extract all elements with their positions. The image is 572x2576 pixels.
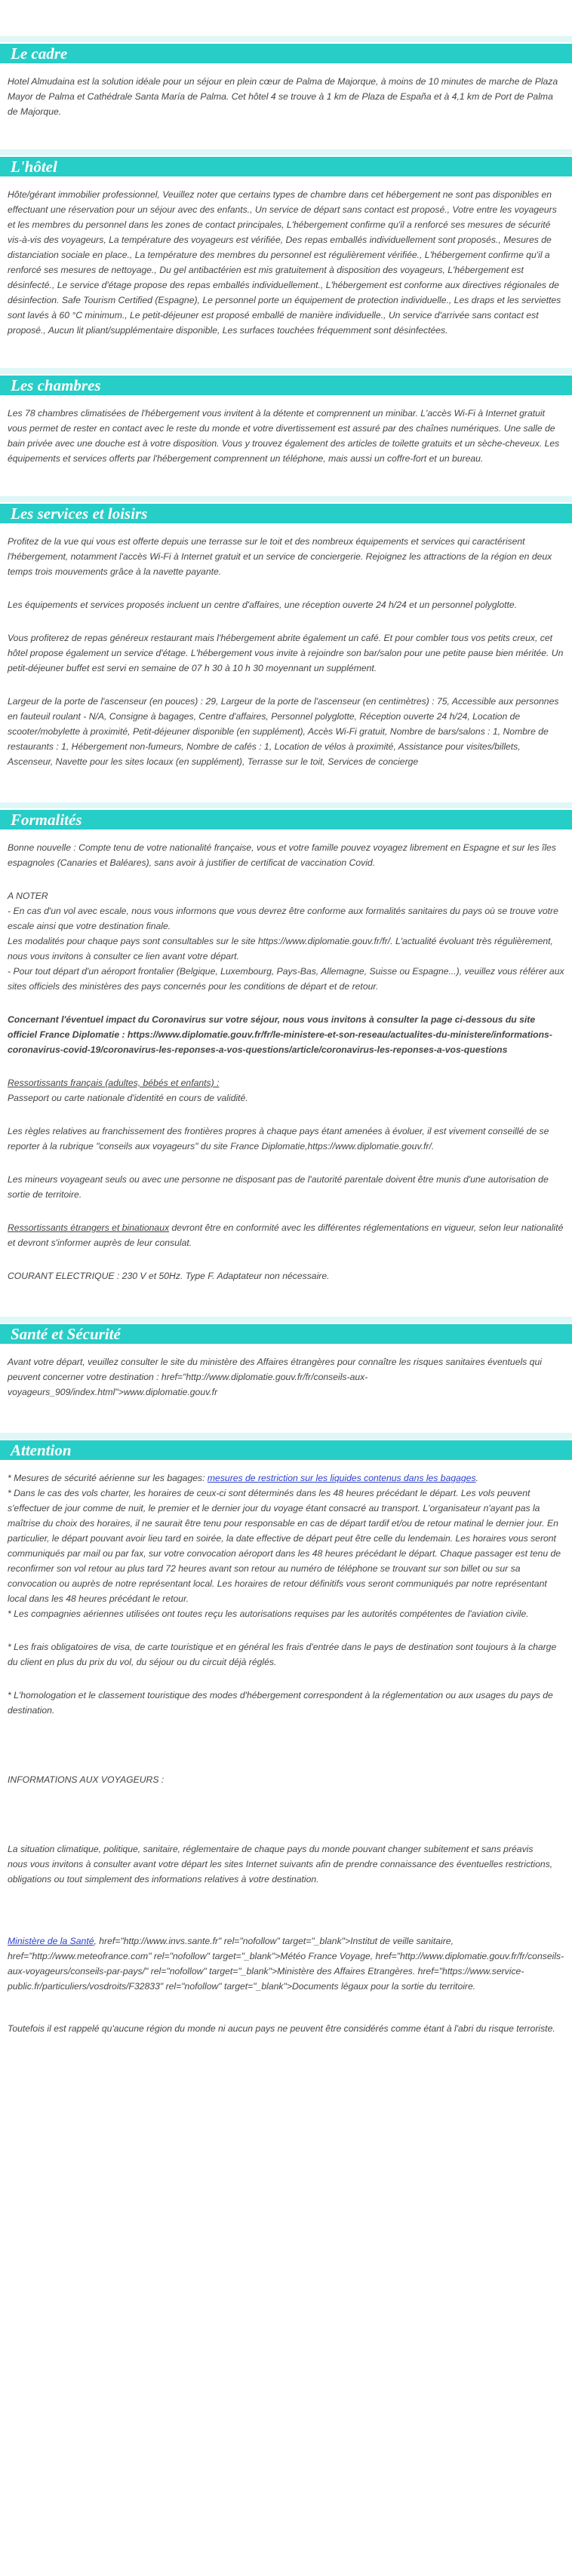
- section-banner-chambres: [0, 368, 572, 395]
- chambres-text: Les 78 chambres climatisées de l'hébergement vous invitent à la détente et comprennent un minibar. L'accès Wi-Fi à Internet gratuit vous permet de rester en contact avec le reste du monde et votre divertissement est assuré par des chaînes numériques. Une salle de bain privée avec une douche est à votre disposition. Vous y trouvez également des articles de toilette gratuits et un sèche-cheveux. Les équipements et services offerts par l'hébergement comprennent un téléphone, mais aussi un coffre-fort et un bureau.: [8, 408, 560, 464]
- section-hotel: [0, 149, 572, 338]
- banner-stripe: [0, 496, 572, 502]
- hotel-text: Hôte/gérant immobilier professionnel, Veuillez noter que certains types de chambre dans cet hébergement ne sont pas disponibles en effectuant une réservation pour un séjour avec des enfants., Un service de départ sans contact est proposé., Votre entre les voyageurs et les membres du personnel dans les zones de contact principales, L'hébergement confirme qu'il a renforcé ses mesures de sécurité vis-à-vis des voyageurs, La température des voyageurs est vérifiée, Des repas emballés individuellement sont proposés., Mesures de distanciation sociale en place., La température des membres du personnel est régulièrement vérifiée., L'hébergement confirme qu'il a renforcé ses mesures de nettoyage., Du gel antibactérien est mis gratuitement à disposition des voyageurs, L'hébergement est désinfecté., Le service d'étage propose des repas emballés individuellement., L'hébergement est conforme aux directives régionales de désinfection. Safe Tourism Certified (Espagne), Le personnel porte un équipement de protection individuelle., Les draps et les serviettes sont lavés à 60 °C minimum., Le petit-déjeuner est proposé emballé de manière individuelle., Un service d'arrivée sans contact est proposé., Aucun lit pliant/supplémentaire disponible, Les surfaces touchées fréquemment sont désinfectées.: [8, 189, 561, 336]
- attention-compagnies: * Les compagnies aériennes utilisées ont toutes reçu les autorisations requises par les autorités compétentes de l'aviation civile.: [8, 1608, 529, 1619]
- info-line-2: nous vous invitons à consulter avant votre départ les sites Internet suivants afin de prendre connaissance des éventuelles restrictions, obligations ou tout simplement des informations relatives à votre destination.: [8, 1859, 553, 1884]
- section-banner-formalites: [0, 802, 572, 830]
- section-sante: [0, 1317, 572, 1400]
- note-line-2: Les modalités pour chaque pays sont consultables sur le site https://www.diplomatie.gouv.fr/fr/. L'actualité évoluant très régulièrement, nous vous invitons à consulter ce lien avant votre départ.: [8, 936, 553, 961]
- terrorism-notice: Toutefois il est rappelé qu'aucune région du monde ni aucun pays ne peuvent être considérés comme étant à l'abri du risque terroriste.: [8, 2023, 555, 2034]
- page: [0, 36, 572, 2036]
- banner-bg: [0, 157, 572, 176]
- section-title-attention: Attention: [11, 1441, 72, 1459]
- liquids-restriction-link[interactable]: mesures de restriction sur les liquides contenus dans les bagages: [207, 1473, 476, 1483]
- banner-stripe: [0, 802, 572, 808]
- banner-bg: [0, 1440, 572, 1460]
- info-voyageurs-title: INFORMATIONS AUX VOYAGEURS :: [8, 1774, 165, 1785]
- section-attention: [0, 1433, 572, 2036]
- section-title-chambres: Les chambres: [11, 376, 101, 394]
- services-paragraph-3: Vous profiterez de repas généreux restaurant mais l'hébergement abrite également un café. Et pour combler tous vos petits creux, cet hôtel propose également un service d'étage. L'hébergement vous invite à rejoindre son bar/salon pour une petite pause bien méritée. Un petit-déjeuner buffet est servi en semaine de 07 h 30 à 10 h 30 moyennant un supplément.: [8, 633, 564, 673]
- services-paragraph-2: Les équipements et services proposés incluent un centre d'affaires, une réception ouverte 24 h/24 et un personnel polyglotte.: [8, 600, 518, 610]
- attention-homologation: * L'homologation et le classement touristique des modes d'hébergement correspondent à la réglementation ou aux usages du pays de destination.: [8, 1690, 553, 1716]
- banner-stripe: [0, 1317, 572, 1323]
- section-title-cadre: Le cadre: [11, 44, 68, 63]
- section-services: [0, 496, 572, 769]
- etrangers-text: devront être en conformité avec les différentes réglementations en vigueur, selon leur nationalité et devront s'informer auprès de leur consulat.: [8, 1222, 564, 1248]
- section-banner-hotel: [0, 149, 572, 176]
- frontieres-text: Les règles relatives au franchissement des frontières propres à chaque pays étant amenées à évoluer, il est vivement conseillé de se reporter à la rubrique "conseils aux voyageurs" du site France Diplomatie,https://www.diplomatie.gouv.fr/.: [8, 1126, 549, 1152]
- ressortissants-title: Ressortissants français (adultes, bébés et enfants) :: [8, 1078, 220, 1088]
- attention-charter: * Dans le cas des vols charter, les horaires de ceux-ci sont déterminés dans les 48 heures précédant le départ. Les vols peuvent s'effectuer de jour comme de nuit, le premier et le dernier jour du voyage étant consacré au transport. L'organisateur n'ayant pas la maîtrise du choix des horaires, il ne saurait être tenu pour responsable en cas de départ tardif et/ou de retour matinal le dernier jour. En particulier, le départ pouvant avoir lieu tard en soirée, la date effective de départ peut être celle du lendemain. Les horaires vous seront communiqués par mail ou par fax, sur votre convocation aéroport dans les 48 heures précédant le départ. Chaque passager est tenu de reconfirmer son vol retour au plus tard 72 heures avant son retour au numéro de téléphone se trouvant sur son billet ou sur sa convocation ou auprès de notre représentant local. Les horaires de retour définitifs vous seront communiqués par notre représentant local dans les 48 heures précédant le retour.: [8, 1488, 561, 1604]
- ressortissants-text: Passeport ou carte nationale d'identité en cours de validité.: [8, 1093, 248, 1103]
- courant-electrique: COURANT ELECTRIQUE : 230 V et 50Hz. Type F. Adaptateur non nécessaire.: [8, 1271, 330, 1281]
- etrangers-paragraph: [8, 1220, 564, 1250]
- section-formalites: [0, 802, 572, 1283]
- cadre-text: Hotel Almudaina est la solution idéale pour un séjour en plein cœur de Palma de Majorque, à moins de 10 minutes de marche de Plaza Mayor de Palma et Cathédrale Santa María de Palma. Cet hôtel 4 se trouve à 1 km de Plaza de España et à 4,1 km de Port de Palma de Majorque.: [8, 76, 558, 117]
- banner-bg: [0, 810, 572, 830]
- section-banner-attention: [0, 1433, 572, 1460]
- services-paragraph-4: Largeur de la porte de l'ascenseur (en pouces) : 29, Largeur de la porte de l'ascenseur (en centimètres) : 75, Accessible aux personnes en fauteuil roulant - N/A, Consigne à bagages, Centre d'affaires, Personnel polyglotte, Réception ouverte 24 h/24, Location de scooter/mobylette à proximité, Petit-déjeuner disponible (en supplément), Accès Wi-Fi gratuit, Nombre de bars/salons : 1, Nombre de restaurants : 1, Hébergement non-fumeurs, Nombre de cafés : 1, Location de vélos à proximité, Assistance pour visites/billets, Ascenseur, Navette pour les sites locaux (en supplément), Terrasse sur le toit, Services de concierge: [8, 696, 559, 767]
- banner-stripe: [0, 149, 572, 155]
- sante-text: Avant votre départ, veuillez consulter le site du ministère des Affaires étrangères pour connaître les risques sanitaires éventuels qui peuvent concerner votre destination : href="http://www.diplomatie.gouv.fr/fr/conseils-aux-voyageurs_909/index.html">www.diplomatie.gouv.fr: [8, 1357, 542, 1397]
- banner-stripe: [0, 368, 572, 374]
- section-title-hotel: L'hôtel: [11, 158, 57, 176]
- section-title-sante: Santé et Sécurité: [11, 1325, 121, 1343]
- etrangers-title: Ressortissants étrangers et binationaux: [8, 1222, 170, 1233]
- banner-stripe: [0, 36, 572, 42]
- section-banner-services: [0, 496, 572, 523]
- section-cadre: [0, 36, 572, 119]
- section-title-formalites: Formalités: [11, 811, 82, 829]
- attention-bagages: [8, 1470, 564, 1486]
- section-title-services: Les services et loisirs: [11, 504, 148, 523]
- attention-visa: * Les frais obligatoires de visa, de carte touristique et en général les frais d'entrée dans le pays de destination sont toujours à la charge du client en plus du prix du vol, du séjour ou du circuit déjà réglés.: [8, 1642, 557, 1667]
- covid-notice: Concernant l'éventuel impact du Coronavirus sur votre séjour, nous vous invitons à consulter la page ci-dessous du site officiel France Diplomatie : https://www.diplomatie.gouv.fr/fr/le-ministere-et-son-reseau/actualites-du-ministere/informations-coronavirus-covid-19/coronavirus-les-reponses-a-vos-questions/article/coronavirus-les-reponses-a-vos-questions: [8, 1014, 552, 1055]
- formalites-intro: Bonne nouvelle : Compte tenu de votre nationalité française, vous et votre famille pouvez voyagez librement en Espagne et sur les îles espagnoles (Canaries et Baléares), sans avoir à justifier de certificat de vaccination Covid.: [8, 842, 556, 868]
- info-links-rest: , href="http://www.invs.sante.fr" rel="nofollow" target="_blank">Institut de veille sanitaire, href="http://www.meteofrance.com" rel="nofollow" target="_blank">Météo France Voyage, href="http://www.diplomatie.gouv.fr/fr/conseils-aux-voyageurs/conseils-par-pays/" rel="nofollow" target="_blank">Ministère des Affaires Etrangères. href="https://www.service-public.fr/particuliers/vosdroits/F32833" rel="nofollow" target="_blank">Documents légaux pour la sortie du territoire.: [8, 1936, 564, 1992]
- section-banner-sante: [0, 1317, 572, 1344]
- note-title: A NOTER: [8, 891, 48, 901]
- ministere-sante-link[interactable]: Ministère de la Santé: [8, 1936, 94, 1946]
- services-paragraph-1: Profitez de la vue qui vous est offerte depuis une terrasse sur le toit et des nombreux équipements et services qui caractérisent l'hébergement, notamment l'accès Wi-Fi à Internet gratuit et un service de conciergerie. Rejoignez les attractions de la région en deux temps trois mouvements grâce à la navette payante.: [8, 536, 552, 577]
- info-line-1: La situation climatique, politique, sanitaire, réglementaire de chaque pays du monde pouvant changer subitement et sans préavis: [8, 1844, 534, 1854]
- banner-bg: [0, 44, 572, 63]
- mineurs-text: Les mineurs voyageant seuls ou avec une personne ne disposant pas de l'autorité parentale doivent être munis d'une autorisation de sortie de territoire.: [8, 1174, 549, 1200]
- section-chambres: [0, 368, 572, 466]
- banner-stripe: [0, 1433, 572, 1439]
- note-line-3: - Pour tout départ d'un aéroport frontalier (Belgique, Luxembourg, Pays-Bas, Allemagne, Suisse ou Espagne...), veuillez vous référer aux sites officiels des ministères des pays concernés pour les conditions de départ et de retour.: [8, 966, 564, 992]
- note-line-1: - En cas d'un vol avec escale, nous vous informons que vous devrez être conforme aux formalités sanitaires du pays où se trouve votre escale ainsi que votre destination finale.: [8, 906, 558, 931]
- attention-bagages-suffix: .: [475, 1473, 478, 1483]
- section-banner-cadre: [0, 36, 572, 63]
- info-links: [8, 1934, 564, 1994]
- attention-bagages-prefix: * Mesures de sécurité aérienne sur les bagages:: [8, 1473, 208, 1483]
